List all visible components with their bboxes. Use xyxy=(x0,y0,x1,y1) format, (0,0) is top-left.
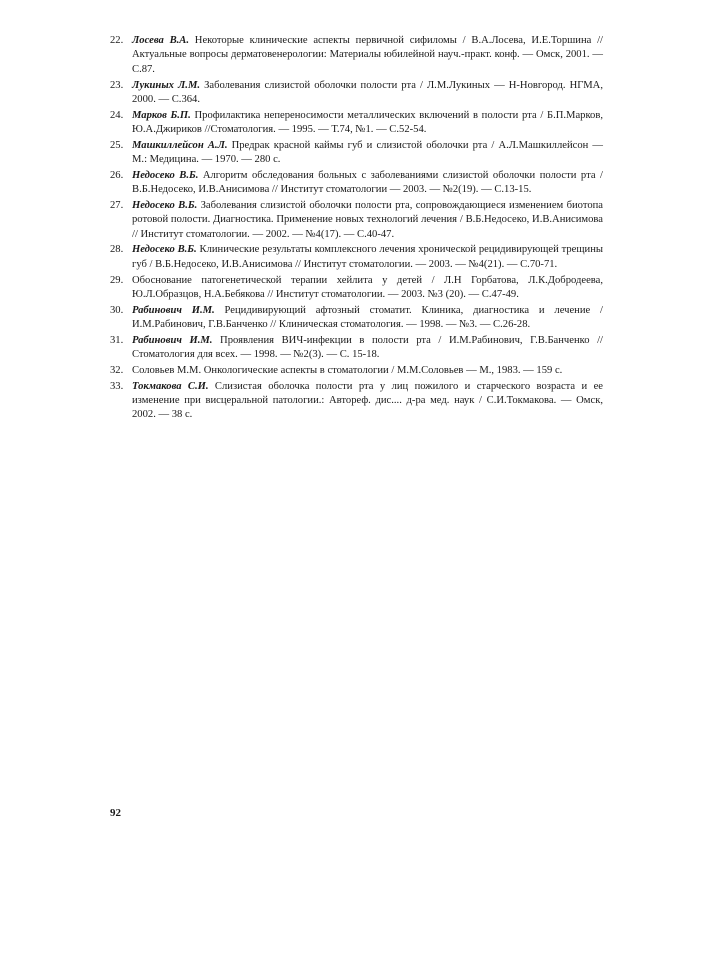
reference-item xyxy=(110,304,603,333)
reference-author: Недосеко В.Б. xyxy=(132,169,199,181)
reference-body xyxy=(132,380,603,423)
reference-number: 23. xyxy=(110,79,124,91)
reference-body xyxy=(132,243,603,272)
reference-body xyxy=(132,109,603,138)
reference-text: Рецидивирующий афтозный стоматит. Клиника, диагностика и лечение / И.М.Рабинович, Г.В.Банченко // Клиническая стоматология. — 1998. — №3. — С.26-28. xyxy=(132,304,604,331)
reference-item xyxy=(110,139,603,168)
reference-author: Недосеко В.Б. xyxy=(132,199,198,211)
reference-text: Слизистая оболочка полости рта у лиц пожилого и старческого возраста и ее изменение при висцеральной патологии.: Автореф. дис.... д-ра мед. наук / С.И.Токмакова. — Омск, 2002. — 38 с. xyxy=(132,380,603,421)
reference-number: 31. xyxy=(110,334,124,346)
reference-item xyxy=(110,34,603,77)
reference-number: 29. xyxy=(110,274,124,286)
reference-text: Некоторые клинические аспекты первичной сифиломы / В.А.Лосева, И.Е.Торшина // Актуальные вопросы дерматовенерологии: Материалы юбилейной науч.-практ. конф. — Омск, 2001. — С.87. xyxy=(132,35,603,75)
reference-text: Соловьев М.М. Онкологические аспекты в стоматологии / М.М.Соловьев — М., 1983. — 159 с. xyxy=(132,364,563,376)
reference-author: Лукиных Л.М. xyxy=(132,79,201,91)
reference-text: Клинические результаты комплексного лечения хронической рецидивирующей трещины губ / В.Б.Недосеко, И.В.Анисимова // Институт стоматологии. — 2003. — №4(21). — С.70-71. xyxy=(132,244,603,270)
reference-number: 28. xyxy=(110,244,124,256)
reference-text: Заболевания слизистой оболочки полости рта, сопровождающиеся изменением биотопа ротовой полости. Диагностика. Применение новых технологий лечения / В.Б.Недосеко, И.В.Анисимова // Институт стоматологии. — 2002. — №4(17). — С.40-47. xyxy=(132,199,604,240)
reference-text: Предрак красной каймы губ и слизистой оболочки рта / А.Л.Машкиллейсон — М.: Медицина. — 1970. — 280 с. xyxy=(132,139,603,166)
reference-body xyxy=(132,79,603,108)
reference-item xyxy=(110,169,603,198)
reference-body xyxy=(132,304,603,333)
reference-body xyxy=(132,34,603,77)
reference-body xyxy=(132,139,603,168)
reference-author: Токмакова С.И. xyxy=(132,380,209,392)
reference-text: Заболевания слизистой оболочки полости рта / Л.М.Лукиных — Н-Новгород. НГМА, 2000. — С.364. xyxy=(132,79,603,105)
reference-text: Обоснование патогенетической терапии хейлита у детей / Л.Н Горбатова, Л.К.Добродеева, Ю.Л.Образцов, Н.А.Бебякова // Институт стоматологии. — 2003. №3 (20). — С.47-49. xyxy=(132,274,603,300)
reference-body xyxy=(132,199,603,242)
reference-item xyxy=(110,199,603,242)
reference-number: 30. xyxy=(110,304,124,316)
reference-body xyxy=(132,364,603,378)
reference-item xyxy=(110,364,603,378)
reference-text: Проявления ВИЧ-инфекции в полости рта / И.М.Рабинович, Г.В.Банченко // Стоматология для всех. — 1998. — №2(3). — С. 15-18. xyxy=(132,334,603,361)
reference-author: Рабинович И.М. xyxy=(132,334,213,346)
reference-text: Профилактика непереносимости металлических включений в полости рта / Б.П.Марков, Ю.А.Джириков //Стоматология. — 1995. — Т.74, №1. — С.52-54. xyxy=(132,109,603,136)
reference-item xyxy=(110,243,603,272)
reference-number: 25. xyxy=(110,139,124,151)
reference-text: Алгоритм обследования больных с заболеваниями слизистой оболочки полости рта / В.Б.Недосеко, И.В.Анисимова // Институт стоматологии — 2003. — №2(19). — С.13-15. xyxy=(132,169,603,196)
reference-item xyxy=(110,334,603,363)
reference-number: 33. xyxy=(110,380,124,392)
reference-body xyxy=(132,169,603,198)
reference-author: Машкиллейсон А.Л. xyxy=(132,139,228,151)
page-number: 92 xyxy=(110,807,121,819)
reference-number: 32. xyxy=(110,364,124,376)
reference-item xyxy=(110,380,603,423)
reference-list xyxy=(110,34,603,424)
reference-author: Лосева В.А. xyxy=(132,35,190,46)
reference-item xyxy=(110,109,603,138)
reference-author: Недосеко В.Б. xyxy=(132,244,197,256)
reference-item xyxy=(110,79,603,108)
reference-author: Рабинович И.М. xyxy=(132,304,215,316)
reference-body xyxy=(132,334,603,363)
reference-number: 22. xyxy=(110,35,124,46)
reference-number: 24. xyxy=(110,109,124,121)
reference-body xyxy=(132,274,603,303)
reference-item xyxy=(110,274,603,303)
reference-author: Марков Б.П. xyxy=(132,109,191,121)
reference-number: 27. xyxy=(110,199,124,211)
reference-number: 26. xyxy=(110,169,124,181)
